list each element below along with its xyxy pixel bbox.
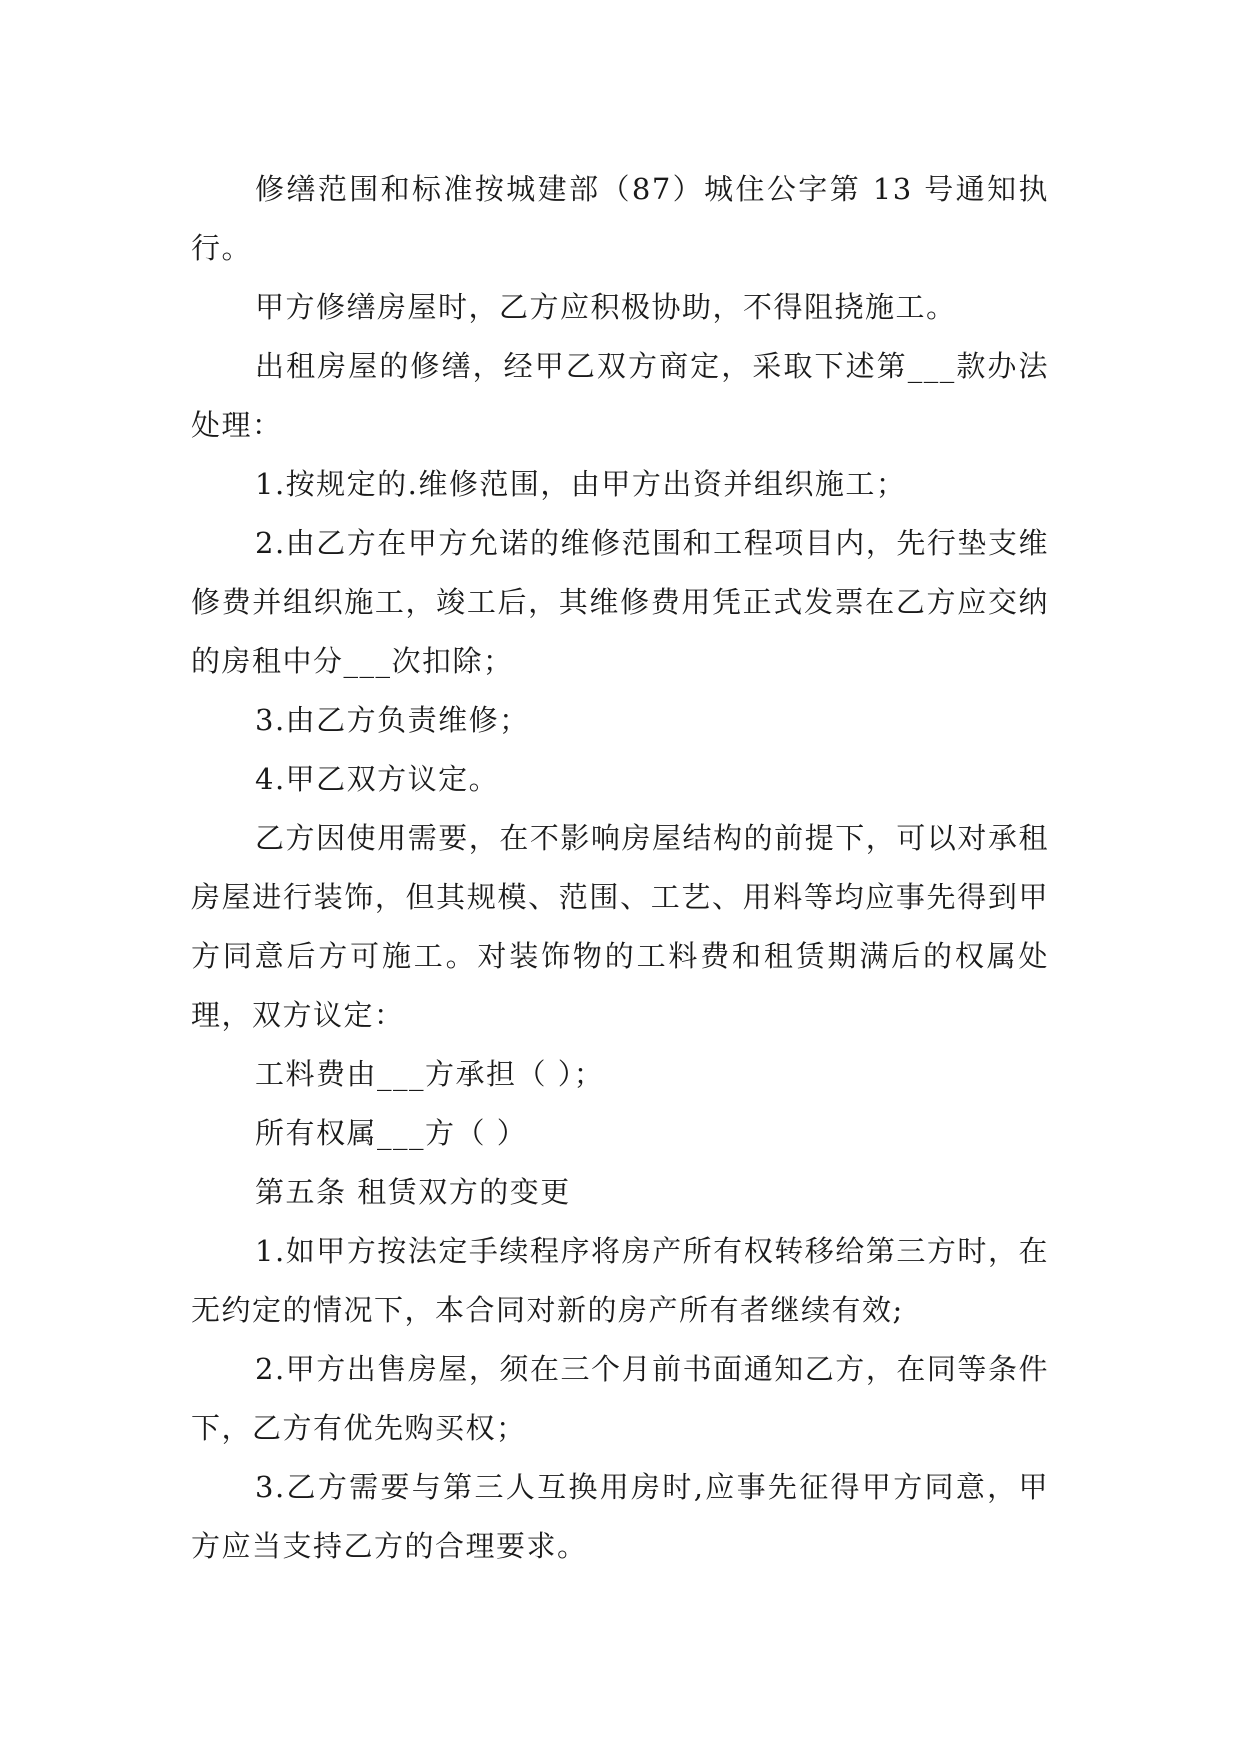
list-item-change-1: 1.如甲方按法定手续程序将房产所有权转移给第三方时，在无约定的情况下，本合同对新的房产所有者继续有效;: [191, 1234, 1049, 1327]
paragraph-repair-cooperation: 甲方修缮房屋时，乙方应积极协助，不得阻挠施工。: [255, 290, 957, 324]
section-heading-article-5: 第五条 租赁双方的变更: [255, 1175, 571, 1209]
list-item-method-1: 1.按规定的.维修范围，由甲方出资并组织施工；: [255, 467, 907, 501]
paragraph-repair-scope: 修缮范围和标准按城建部（87）城住公字第 13 号通知执行。: [191, 172, 1049, 265]
list-item-method-3: 3.由乙方负责维修；: [255, 703, 530, 737]
list-item-change-2: 2.甲方出售房屋，须在三个月前书面通知乙方，在同等条件下，乙方有优先购买权；: [191, 1352, 1049, 1445]
list-item-method-4: 4.甲乙双方议定。: [255, 762, 500, 796]
list-item-method-2: 2.由乙方在甲方允诺的维修范围和工程项目内，先行垫支维修费并组织施工，竣工后，其维修费用凭正式发票在乙方应交纳的房租中分___次扣除；: [191, 526, 1049, 678]
list-item-change-3: 3.乙方需要与第三人互换用房时,应事先征得甲方同意，甲方应当支持乙方的合理要求。: [191, 1470, 1049, 1563]
document-body: [191, 160, 1049, 1576]
paragraph-repair-method: 出租房屋的修缮，经甲乙双方商定，采取下述第___款办法处理：: [191, 349, 1049, 442]
paragraph-ownership: 所有权属___方（ ）: [255, 1116, 528, 1150]
paragraph-decoration: 乙方因使用需要，在不影响房屋结构的前提下，可以对承租房屋进行装饰，但其规模、范围、工艺、用料等均应事先得到甲方同意后方可施工。对装饰物的工料费和租赁期满后的权属处理，双方议定：: [191, 821, 1049, 1032]
paragraph-material-cost: 工料费由___方承担（ ）；: [255, 1057, 605, 1091]
